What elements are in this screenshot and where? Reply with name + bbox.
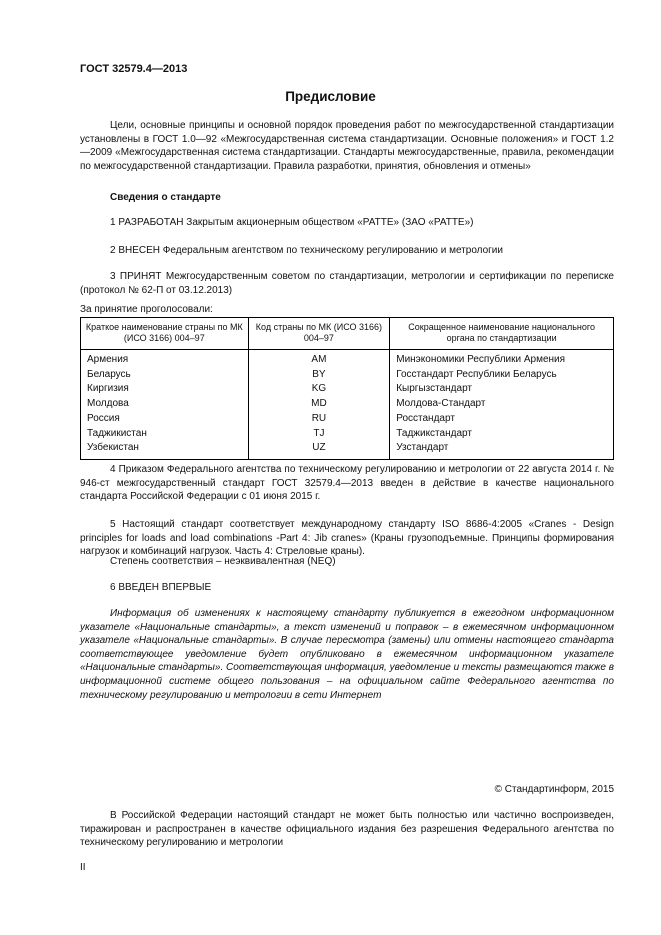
country-code: KG bbox=[248, 382, 390, 397]
page-number: II bbox=[80, 862, 86, 873]
table-header-row bbox=[81, 318, 614, 350]
item-5-conformity: 5 Настоящий стандарт соответствует международному стандарту ISO 8686-4:2005 «Cranes - Design principles for loads and load combinations -Part 4: Jib cranes» (Краны грузоподъемные. Принципы формирования нагрузок и комбинаций нагрузок. Часть 4: Стреловые краны). bbox=[80, 519, 614, 558]
country-code: AM bbox=[248, 350, 390, 368]
item-3-adopted: 3 ПРИНЯТ Межгосударственным советом по стандартизации, метрологии и сертификации по переписке (протокол № 62-П от 03.12.2013) bbox=[80, 271, 614, 296]
country-code: MD bbox=[248, 397, 390, 412]
item-2-introduced: 2 ВНЕСЕН Федеральным агентством по техническому регулированию и метрологии bbox=[110, 245, 503, 256]
standards-body: Госстандарт Республики Беларусь bbox=[390, 368, 614, 383]
header-country-name: Краткое наименование страны по МК (ИСО 3166) 004–97 bbox=[81, 318, 249, 350]
country-name: Беларусь bbox=[81, 368, 249, 383]
item-1-developed: 1 РАЗРАБОТАН Закрытым акционерным обществом «РАТТЕ» (ЗАО «РАТТЕ») bbox=[110, 217, 474, 228]
country-name: Армения bbox=[81, 350, 249, 368]
standards-body: Молдова-Стандарт bbox=[390, 397, 614, 412]
standards-body: Кыргызстандарт bbox=[390, 382, 614, 397]
vote-caption: За принятие проголосовали: bbox=[80, 304, 213, 315]
table-row bbox=[81, 368, 614, 383]
item-6-first-introduced: 6 ВВЕДЕН ВПЕРВЫЕ bbox=[110, 582, 212, 593]
country-name: Россия bbox=[81, 412, 249, 427]
country-name: Таджикистан bbox=[81, 427, 249, 442]
country-code: BY bbox=[248, 368, 390, 383]
item-5-degree: Степень соответствия – неэквивалентная (NEQ) bbox=[110, 556, 336, 567]
copyright: © Стандартинформ, 2015 bbox=[494, 784, 614, 795]
table-row bbox=[81, 427, 614, 442]
standards-body: Таджикстандарт bbox=[390, 427, 614, 442]
intro-paragraph: Цели, основные принципы и основной порядок проведения работ по межгосударственной стандартизации установлены в ГОСТ 1.0—92 «Межгосударственная система стандартизации. Основные положения» и ГОСТ 1.2—2009 «Межгосударственная система стандартизации. Стандарты межгосударственные, правила, рекомендации по межгосударственной стандартизации. Правила разработки, принятия, обновления и отмены» bbox=[80, 120, 614, 172]
country-name: Узбекистан bbox=[81, 441, 249, 459]
countries-table bbox=[80, 317, 614, 460]
country-code: RU bbox=[248, 412, 390, 427]
information-notice: Информация об изменениях к настоящему стандарту публикуется в ежегодном информационном указателе «Национальные стандарты», а текст изменений и поправок – в ежемесячном информационном указателе «Национальные стандарты». В случае пересмотра (замены) или отмены настоящего стандарта соответствующее уведомление будет опубликовано в ежемесячном информационном указателе «Национальные стандарты». Соответствующая информация, уведомление и тексты размещаются также в информационной системе общего пользования – на официальном сайте Федерального агентства по техническому регулированию и метрологии в сети Интернет bbox=[80, 608, 614, 701]
section-heading: Сведения о стандарте bbox=[110, 192, 221, 203]
table-row bbox=[81, 412, 614, 427]
standards-body: Росстандарт bbox=[390, 412, 614, 427]
standards-body: Минэкономики Республики Армения bbox=[390, 350, 614, 368]
header-standards-body: Сокращенное наименование национального органа по стандартизации bbox=[390, 318, 614, 350]
table-row bbox=[81, 397, 614, 412]
country-name: Молдова bbox=[81, 397, 249, 412]
table-row bbox=[81, 350, 614, 368]
page-title: Предисловие bbox=[285, 89, 376, 104]
country-code: UZ bbox=[248, 441, 390, 459]
country-code: TJ bbox=[248, 427, 390, 442]
country-name: Киргизия bbox=[81, 382, 249, 397]
item-4-order: 4 Приказом Федерального агентства по техническому регулированию и метрологии от 22 августа 2014 г. № 946-ст межгосударственный стандарт ГОСТ 32579.4—2013 введен в действие в качестве национального стандарта Российской Федерации с 01 июня 2015 г. bbox=[80, 464, 614, 503]
document-id: ГОСТ 32579.4—2013 bbox=[80, 63, 188, 75]
standards-body: Узстандарт bbox=[390, 441, 614, 459]
table-row bbox=[81, 441, 614, 459]
table-row bbox=[81, 382, 614, 397]
header-country-code: Код страны по МК (ИСО 3166) 004–97 bbox=[248, 318, 390, 350]
reproduction-notice: В Российской Федерации настоящий стандарт не может быть полностью или частично воспроизведен, тиражирован и распространен в качестве официального издания без разрешения Федерального агентства по техническому регулированию и метрологии bbox=[80, 810, 614, 849]
